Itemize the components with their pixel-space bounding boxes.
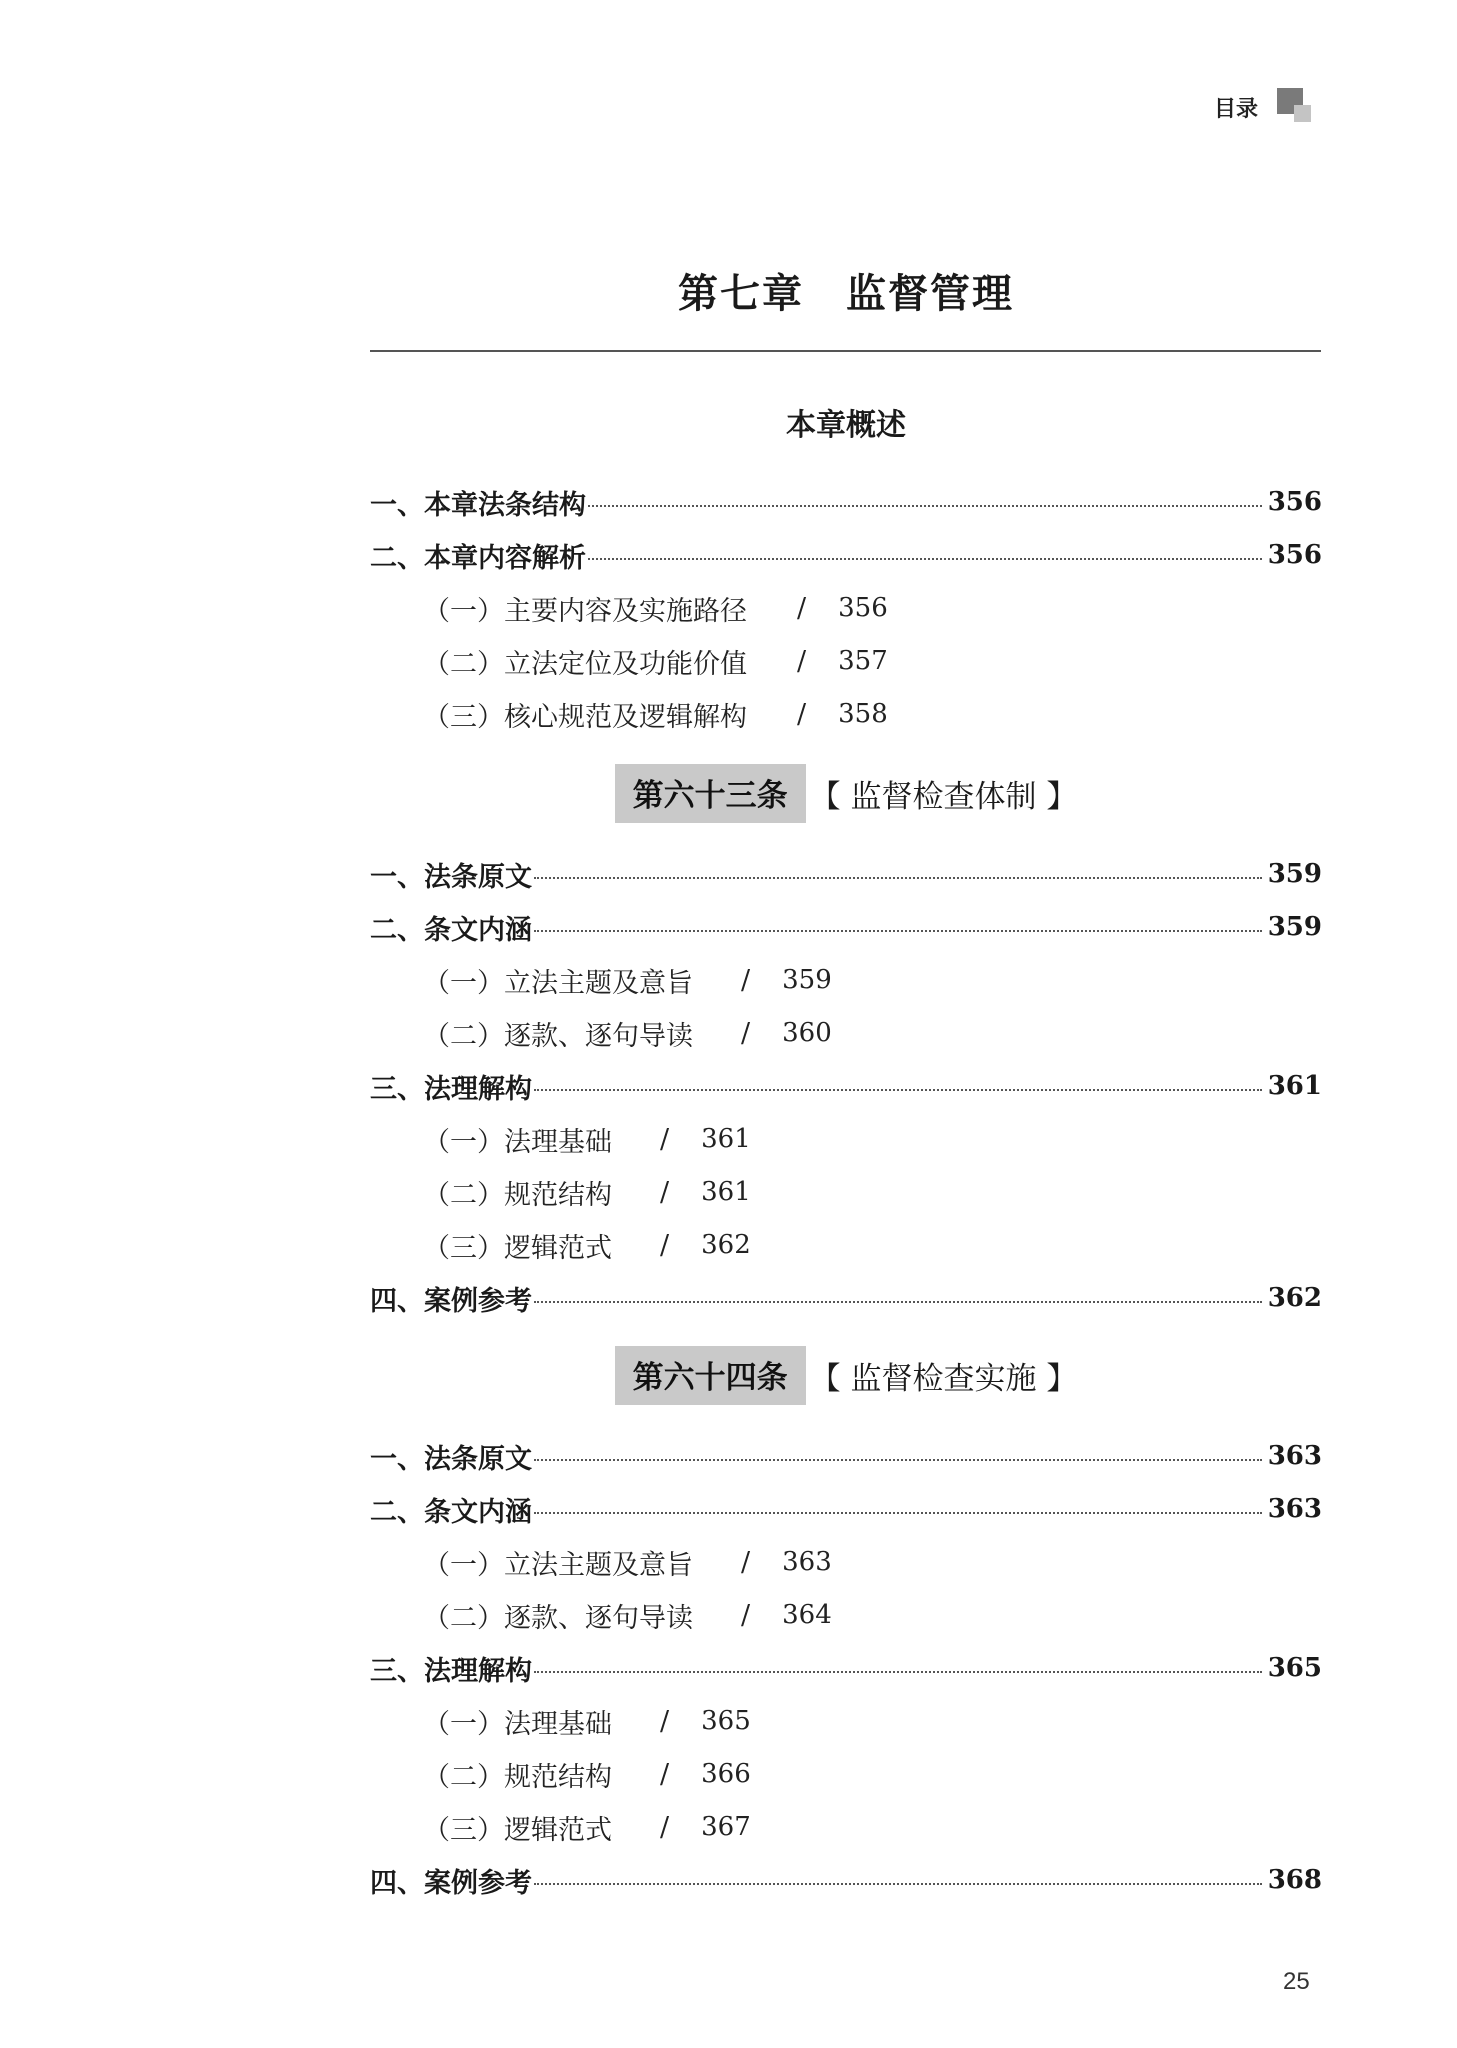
dot-leader [534,1883,1262,1885]
toc-subentry[interactable] [423,1701,751,1741]
toc-entry-label: 二、条文内涵 [370,1496,532,1528]
toc-subentry-label: （一）立法主题及意旨 [423,967,693,999]
page-number: 25 [1283,1968,1310,1995]
dot-leader [534,1089,1262,1091]
toc-subentry-label: （三）逻辑范式 [423,1814,612,1846]
article-heading [370,764,1322,823]
toc-subentry-page: 363 [782,1547,832,1577]
toc-entry-label: 二、条文内涵 [370,914,532,946]
dot-leader [534,1512,1262,1514]
toc-subentry-label: （二）立法定位及功能价值 [423,648,747,680]
article-number-box: 第六十四条 [615,1346,806,1405]
toc-entry-page: 359 [1267,859,1322,889]
toc-separator: / [660,1229,670,1261]
toc-entry[interactable] [370,1436,1322,1476]
toc-entry-page: 363 [1267,1494,1322,1524]
toc-subentry[interactable] [423,588,888,628]
toc-subentry-page: 361 [701,1124,751,1154]
toc-entry-page: 362 [1267,1283,1322,1313]
toc-subentry-label: （三）核心规范及逻辑解构 [423,701,747,733]
toc-subentry-label: （二）规范结构 [423,1179,612,1211]
toc-entry-page: 356 [1267,487,1322,517]
toc-subentry-page: 361 [701,1177,751,1207]
toc-subentry-page: 365 [701,1706,751,1736]
toc-separator: / [660,1123,670,1155]
toc-entry-label: 三、法理解构 [370,1655,532,1687]
toc-subentry[interactable] [423,694,888,734]
toc-entry-label: 三、法理解构 [370,1073,532,1105]
toc-separator: / [660,1811,670,1843]
toc-subentry-page: 362 [701,1230,751,1260]
toc-separator: / [660,1758,670,1790]
toc-entry[interactable] [370,907,1322,947]
chapter-title: 第七章 监督管理 [678,271,1014,317]
toc-entry[interactable] [370,1066,1322,1106]
toc-entry[interactable] [370,482,1322,522]
toc-separator: / [741,1599,751,1631]
toc-entry-label: 一、本章法条结构 [370,489,586,521]
dot-leader [534,930,1262,932]
toc-subentry-page: 358 [838,699,888,729]
dot-leader [534,1459,1262,1461]
article-title: 【 监督检查体制 】 [809,779,1078,815]
toc-subentry-page: 359 [782,965,832,995]
dot-leader [588,558,1262,560]
toc-entry-page: 363 [1267,1441,1322,1471]
toc-entry-label: 四、案例参考 [370,1867,532,1899]
toc-entry[interactable] [370,1278,1322,1318]
toc-separator: / [797,592,807,624]
toc-entry-page: 359 [1267,912,1322,942]
toc-subentry[interactable] [423,1172,751,1212]
toc-separator: / [797,698,807,730]
toc-subentry-label: （一）法理基础 [423,1126,612,1158]
toc-subentry-label: （一）立法主题及意旨 [423,1549,693,1581]
toc-entry-label: 二、本章内容解析 [370,542,586,574]
toc-separator: / [741,1017,751,1049]
article-number-box: 第六十三条 [615,764,806,823]
toc-subentry[interactable] [423,1119,751,1159]
toc-subentry[interactable] [423,1225,751,1265]
corner-square-icon [1277,88,1313,124]
toc-subentry-label: （一）主要内容及实施路径 [423,595,747,627]
toc-entry-label: 一、法条原文 [370,1443,532,1475]
toc-subentry[interactable] [423,641,888,681]
running-header-label: 目录 [1214,97,1259,122]
toc-separator: / [741,964,751,996]
toc-subentry-page: 357 [838,646,888,676]
toc-entry[interactable] [370,1860,1322,1900]
overview-heading: 本章概述 [786,408,906,443]
toc-entry-page: 361 [1267,1071,1322,1101]
toc-entry[interactable] [370,854,1322,894]
toc-subentry-page: 364 [782,1600,832,1630]
toc-subentry-page: 366 [701,1759,751,1789]
toc-entry-label: 一、法条原文 [370,861,532,893]
toc-subentry-label: （二）规范结构 [423,1761,612,1793]
toc-entry-page: 365 [1267,1653,1322,1683]
toc-separator: / [660,1705,670,1737]
toc-subentry-label: （二）逐款、逐句导读 [423,1602,693,1634]
toc-subentry-page: 360 [782,1018,832,1048]
toc-subentry[interactable] [423,960,832,1000]
toc-subentry-label: （二）逐款、逐句导读 [423,1020,693,1052]
toc-entry-label: 四、案例参考 [370,1285,532,1317]
toc-entry-page: 356 [1267,540,1322,570]
dot-leader [588,505,1262,507]
toc-subentry[interactable] [423,1754,751,1794]
chapter-divider [370,350,1321,352]
toc-subentry[interactable] [423,1013,832,1053]
toc-subentry[interactable] [423,1542,832,1582]
dot-leader [534,1301,1262,1303]
toc-entry[interactable] [370,1648,1322,1688]
article-heading [370,1346,1322,1405]
dot-leader [534,1671,1262,1673]
toc-subentry-label: （三）逻辑范式 [423,1232,612,1264]
toc-entry-page: 368 [1267,1865,1322,1895]
article-title: 【 监督检查实施 】 [809,1361,1078,1397]
toc-entry[interactable] [370,1489,1322,1529]
toc-entry[interactable] [370,535,1322,575]
toc-subentry-page: 367 [701,1812,751,1842]
toc-separator: / [741,1546,751,1578]
toc-subentry-page: 356 [838,593,888,623]
toc-subentry[interactable] [423,1595,832,1635]
toc-separator: / [660,1176,670,1208]
toc-separator: / [797,645,807,677]
toc-subentry[interactable] [423,1807,751,1847]
dot-leader [534,877,1262,879]
toc-subentry-label: （一）法理基础 [423,1708,612,1740]
